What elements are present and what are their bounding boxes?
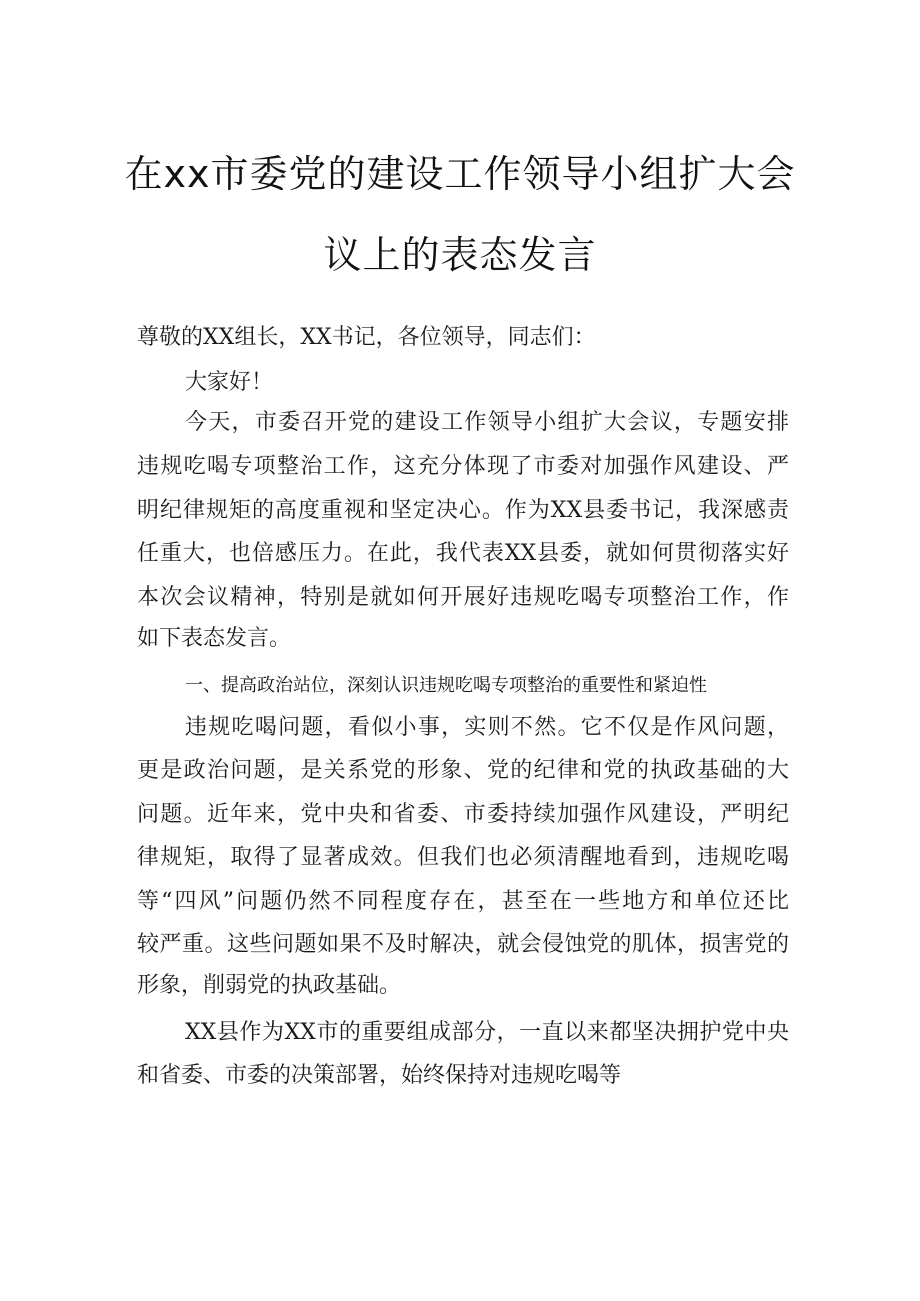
- document-title-line-2: 议上的表态发言: [323, 233, 597, 277]
- paragraph-1-line-2: 违规吃喝专项整治工作，这充分体现了市委对加强作风建设、严: [137, 454, 789, 479]
- paragraph-1-line-4: 任重大，也倍感压力。在此，我代表XX县委，就如何贯彻落实好: [137, 541, 789, 566]
- paragraph-3-line-2: 和省委、市委的决策部署，始终保持对违规吃喝等: [137, 1063, 622, 1088]
- document-title-line-1: 在xx市委党的建设工作领导小组扩大会: [124, 152, 796, 196]
- salutation: 尊敬的XX组长，XX书记，各位领导，同志们：: [137, 325, 596, 350]
- paragraph-2-line-1: 违规吃喝问题，看似小事，实则不然。它不仅是作风问题，: [185, 715, 789, 740]
- paragraph-2-line-4: 律规矩，取得了显著成效。但我们也必须清醒地看到，违规吃喝: [137, 845, 789, 870]
- section-1-heading: 一、提高政治站位，深刻认识违规吃喝专项整治的重要性和紧迫性: [185, 675, 707, 696]
- paragraph-2-line-7: 形象，削弱党的执政基础。: [137, 973, 402, 998]
- paragraph-2-line-6: 较严重。这些问题如果不及时解决，就会侵蚀党的肌体，损害党的: [137, 932, 789, 957]
- greeting: 大家好！: [185, 370, 274, 395]
- paragraph-1-line-6: 如下表态发言。: [137, 626, 292, 651]
- paragraph-2-line-2: 更是政治问题，是关系党的形象、党的纪律和党的执政基础的大: [137, 758, 789, 783]
- paragraph-1-line-3: 明纪律规矩的高度重视和坚定决心。作为XX县委书记，我深感责: [137, 498, 789, 523]
- paragraph-1-line-5: 本次会议精神，特别是就如何开展好违规吃喝专项整治工作，作: [137, 585, 789, 610]
- paragraph-2-line-5: 等“四风”问题仍然不同程度存在，甚至在一些地方和单位还比: [137, 889, 789, 914]
- paragraph-3-line-1: XX县作为XX市的重要组成部分，一直以来都坚决拥护党中央: [185, 1020, 789, 1045]
- paragraph-1-line-1: 今天，市委召开党的建设工作领导小组扩大会议，专题安排: [185, 410, 789, 435]
- paragraph-2-line-3: 问题。近年来，党中央和省委、市委持续加强作风建设，严明纪: [137, 802, 789, 827]
